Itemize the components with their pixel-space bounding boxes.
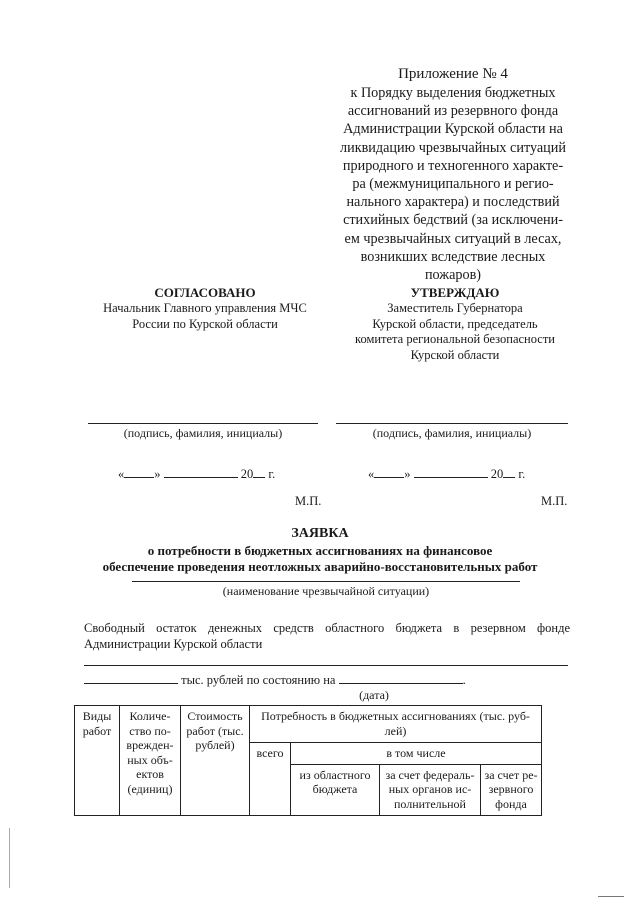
header-work-types: Виды работ [75,706,120,816]
appendix-line: ра (межмуниципального и регио- [352,176,554,193]
day-field[interactable] [124,466,154,478]
scan-margin-mark [9,828,10,888]
balance-word: остаток [156,621,197,635]
header-total: всего [250,743,291,816]
table-header-row [75,706,542,743]
agreed-stamp-place: М.П. [295,494,322,508]
header-need: Потребность в бюджетных ассигнованиях (тыс. руб-лей) [250,706,542,743]
date-open-quote: « [118,467,125,481]
balance-word: Свободный [84,621,145,635]
appendix-line: возникших вследствие лесных [360,248,546,265]
header-cost: Стоимость работ (тыс. рублей) [181,706,250,816]
approved-line: Заместитель Губернатора [387,301,523,315]
appendix-block [322,64,584,284]
year-suffix: г. [518,467,526,481]
date-close-quote: » [154,467,161,481]
appendix-line: ликвидацию чрезвычайных ситуаций [340,139,566,156]
header-federal-bodies: за счет федераль-ных органов ис-полнительной [380,764,481,815]
balance-blank-line[interactable] [84,665,568,666]
emergency-name-field[interactable] [132,581,520,582]
balance-line-2: Администрации Курской области [84,637,263,651]
approved-block [330,284,580,363]
agreed-heading: СОГЛАСОВАНО [154,285,256,300]
appendix-line: к Порядку выделения бюджетных [350,85,556,101]
date-caption: (дата) [359,688,389,702]
header-including: в том числе [291,743,542,765]
approved-line: комитета региональной безопасности [355,332,555,346]
balance-word: денежных [207,621,263,635]
header-regional-budget: из областного бюджета [291,764,380,815]
balance-word: в [453,621,460,635]
approved-line: Курской области, председатель [372,316,538,331]
year-field[interactable] [253,466,265,478]
balance-word: областного [325,621,385,635]
amount-field[interactable] [84,672,178,684]
appendix-line: стихийных бедствий (за исключени- [343,212,563,229]
year-prefix: 20 [490,467,504,481]
request-subtitle-line: о потребности в бюджетных ассигнованиях на финансовое [147,543,493,558]
balance-amount-line [84,672,466,688]
amount-text: тыс. рублей по состоянию на [181,673,336,687]
year-field[interactable] [503,466,515,478]
approved-signature-caption: (подпись, фамилия, инициалы) [372,426,532,440]
appendix-line: ассигнований из резервного фонда [347,103,559,120]
month-field[interactable] [414,466,488,478]
scan-edge-mark [598,896,624,897]
approved-date [368,466,525,482]
balance-word: фонде [537,621,570,635]
agreed-line: России по Курской области [132,316,278,331]
approved-stamp-place: М.П. [541,494,568,508]
agreed-block [70,284,340,332]
appendix-line: ем чрезвычайных ситуаций в лесах, [344,230,562,247]
day-field[interactable] [374,466,404,478]
header-reserve-fund: за счет ре-зервного фонда [481,764,542,815]
date-open-quote: « [368,467,375,481]
agreed-date [118,466,275,482]
appendix-line: нального характера) и последствий [346,194,560,211]
request-title: ЗАЯВКА [291,526,349,541]
agreed-signature-caption: (подпись, фамилия, инициалы) [123,426,283,440]
request-subtitle-line: обеспечение проведения неотложных аварийно-восстановительных работ [102,559,538,574]
appendix-title: Приложение № 4 [398,66,508,82]
amount-period: . [462,673,466,687]
emergency-name-caption: (наименование чрезвычайной ситуации) [222,584,430,598]
request-heading [60,525,580,575]
as-of-date-field[interactable] [339,672,463,684]
balance-line-1 [84,620,570,636]
approved-heading: УТВЕРЖДАЮ [410,285,500,300]
header-object-count: Количе-ство по-врежден-ных объ-ектов (единиц) [120,706,181,816]
year-suffix: г. [268,467,276,481]
appendix-line: пожаров) [424,267,482,284]
approved-line: Курской области [410,347,500,362]
approved-signature-line[interactable] [336,423,568,424]
date-close-quote: » [404,467,411,481]
appendix-line: природного и техногенного характе- [342,157,564,174]
year-prefix: 20 [240,467,254,481]
month-field[interactable] [164,466,238,478]
request-table [74,705,542,816]
balance-word: бюджета [395,621,443,635]
appendix-line: Администрации Курской области на [343,121,563,138]
balance-word: средств [273,621,314,635]
agreed-line: Начальник Главного управления МЧС [103,301,307,315]
agreed-signature-line[interactable] [88,423,318,424]
balance-word: резервном [470,621,526,635]
